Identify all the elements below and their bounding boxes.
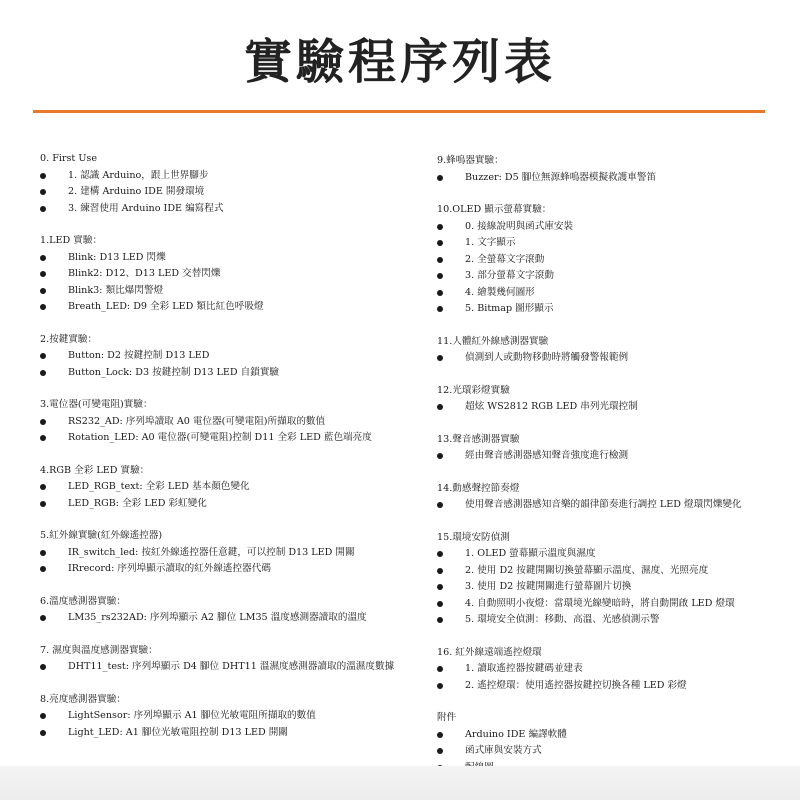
item-list xyxy=(40,708,410,741)
list-item: LED_RGB_text: 全彩 LED 基本顏色變化 xyxy=(40,479,410,496)
item-list xyxy=(437,350,777,367)
list-item: 0. 接線說明與函式庫安裝 xyxy=(437,219,777,236)
title-divider xyxy=(33,110,765,113)
left-section xyxy=(40,692,410,742)
right-section xyxy=(437,153,777,186)
right-section xyxy=(437,645,777,695)
right-section xyxy=(437,383,777,416)
section-title: 6.溫度感測器實驗： xyxy=(40,595,126,607)
section-title: 4.RGB 全彩 LED 實驗： xyxy=(40,464,150,476)
list-item: 1. 讀取遙控器按鍵碼並建表 xyxy=(437,661,777,678)
right-section xyxy=(437,530,777,629)
list-item: IR_switch_led: 按紅外線遙控器任意鍵，可以控制 D13 LED 開關 xyxy=(40,545,410,562)
list-item: 2. 全螢幕文字滾動 xyxy=(437,252,777,269)
list-item: 5. 環境安全偵測：移動、高溫、光感偵測示警 xyxy=(437,612,777,629)
list-item: RS232_AD: 序列埠讀取 A0 電位器(可變電阻)所擷取的數值 xyxy=(40,414,410,431)
list-item: LED_RGB: 全彩 LED 彩虹變化 xyxy=(40,496,410,513)
list-item: Button_Lock: D3 按鍵控制 D13 LED 自鎖實驗 xyxy=(40,365,410,382)
list-item: 1. 文字顯示 xyxy=(437,235,777,252)
left-section xyxy=(40,151,410,217)
list-item: Blink3: 類比爆閃警燈 xyxy=(40,283,410,300)
list-item: Button: D2 按鍵控制 D13 LED xyxy=(40,348,410,365)
section-title: 9.蜂鳴器實驗： xyxy=(437,155,504,166)
section-title: 10.OLED 顯示螢幕實驗： xyxy=(437,204,552,215)
section-title: 5.紅外線實驗(紅外線遙控器) xyxy=(40,530,163,541)
section-title: 2.按鍵實驗： xyxy=(40,333,98,345)
item-list xyxy=(437,170,777,187)
item-list xyxy=(40,348,410,381)
section-title: 附件 xyxy=(437,712,457,723)
list-item: LM35_rs232AD: 序列埠顯示 A2 腳位 LM35 溫度感測器讀取的溫度 xyxy=(40,610,410,627)
item-list xyxy=(40,659,410,676)
left-section xyxy=(40,332,410,382)
item-list xyxy=(40,610,410,627)
list-item: 4. 自動照明小夜燈：當環境光線變暗時，將自動開啟 LED 燈環 xyxy=(437,596,777,613)
section-title: 16. 紅外線遠端遙控燈環 xyxy=(437,646,542,658)
item-list xyxy=(437,661,777,694)
item-list xyxy=(437,399,777,416)
list-item: 超炫 WS2812 RGB LED 串列光環控制 xyxy=(437,399,777,416)
left-section xyxy=(40,643,410,676)
list-item: IRrecord: 序列埠顯示讀取的紅外線遙控器代碼 xyxy=(40,561,410,578)
footer-band xyxy=(0,766,800,800)
item-list xyxy=(40,414,410,447)
left-section xyxy=(40,233,410,316)
section-title: 7. 濕度與溫度感測器實驗： xyxy=(40,644,158,656)
list-item: 使用聲音感測器感知音樂的韻律節奏進行調控 LED 燈環閃爍變化 xyxy=(437,497,777,514)
item-list xyxy=(437,448,777,465)
list-item: Buzzer: D5 腳位無源蜂鳴器模擬救護車警笛 xyxy=(437,170,777,187)
left-section xyxy=(40,528,410,578)
list-item: DHT11_test: 序列埠顯示 D4 腳位 DHT11 溫濕度感測器讀取的溫濕度數據 xyxy=(40,659,410,676)
list-item: LightSensor: 序列埠顯示 A1 腳位光敏電阻所擷取的數值 xyxy=(40,708,410,725)
list-item: 5. Bitmap 圖形顯示 xyxy=(437,301,777,318)
item-list xyxy=(40,545,410,578)
right-section xyxy=(437,334,777,367)
list-item: Blink2: D12、D13 LED 交替閃爍 xyxy=(40,266,410,283)
list-item: Arduino IDE 編譯軟體 xyxy=(437,727,777,744)
item-list xyxy=(40,250,410,316)
list-item: 經由聲音感測器感知聲音強度進行檢測 xyxy=(437,448,777,465)
list-item: Rotation_LED: A0 電位器(可變電阻)控制 D11 全彩 LED 藍色端亮度 xyxy=(40,430,410,447)
right-section xyxy=(437,481,777,514)
list-item: 3. 部分螢幕文字滾動 xyxy=(437,268,777,285)
page-title: 實驗程序列表 xyxy=(243,34,556,90)
list-item: 3. 練習使用 Arduino IDE 編寫程式 xyxy=(40,201,410,218)
list-item: 1. OLED 螢幕顯示溫度與濕度 xyxy=(437,546,777,563)
section-title: 15.環境安防偵測 xyxy=(437,531,510,543)
item-list xyxy=(437,497,777,514)
list-item: 1. 認識 Arduino，跟上世界腳步 xyxy=(40,168,410,185)
right-section xyxy=(437,202,777,318)
left-column xyxy=(40,151,410,757)
list-item: 函式庫與安裝方式 xyxy=(437,743,777,760)
list-item: Blink: D13 LED 閃爍 xyxy=(40,250,410,267)
item-list xyxy=(437,546,777,629)
list-item: Breath_LED: D9 全彩 LED 類比紅色呼吸燈 xyxy=(40,299,410,316)
list-item: Light_LED: A1 腳位光敏電阻控制 D13 LED 開關 xyxy=(40,725,410,742)
left-section xyxy=(40,397,410,447)
section-title: 11.人體紅外線感測器實驗 xyxy=(437,335,549,347)
list-item: 2. 遙控燈環：使用遙控器按鍵控切換各種 LED 彩燈 xyxy=(437,678,777,695)
item-list xyxy=(40,168,410,218)
left-section xyxy=(40,463,410,513)
section-title: 1.LED 實驗： xyxy=(40,235,103,246)
left-section xyxy=(40,594,410,627)
list-item: 偵測到人或動物移動時將觸發警報範例 xyxy=(437,350,777,367)
right-section xyxy=(437,432,777,465)
right-column xyxy=(437,153,777,792)
section-title: 8.亮度感測器實驗： xyxy=(40,693,126,705)
list-item: 2. 建構 Arduino IDE 開發環境 xyxy=(40,184,410,201)
section-title: 12.光環彩燈實驗 xyxy=(437,384,510,396)
list-item: 3. 使用 D2 按鍵開關進行螢幕圖片切換 xyxy=(437,579,777,596)
item-list xyxy=(437,219,777,318)
section-title: 0. First Use xyxy=(40,153,98,164)
section-title: 13.聲音感測器實驗 xyxy=(437,433,520,445)
list-item: 4. 繪製幾何圖形 xyxy=(437,285,777,302)
list-item: 2. 使用 D2 按鍵開關切換螢幕顯示溫度、濕度、光照亮度 xyxy=(437,563,777,580)
section-title: 3.電位器(可變電阻)實驗： xyxy=(40,399,153,410)
section-title: 14.動感聲控節奏燈 xyxy=(437,482,520,494)
item-list xyxy=(40,479,410,512)
